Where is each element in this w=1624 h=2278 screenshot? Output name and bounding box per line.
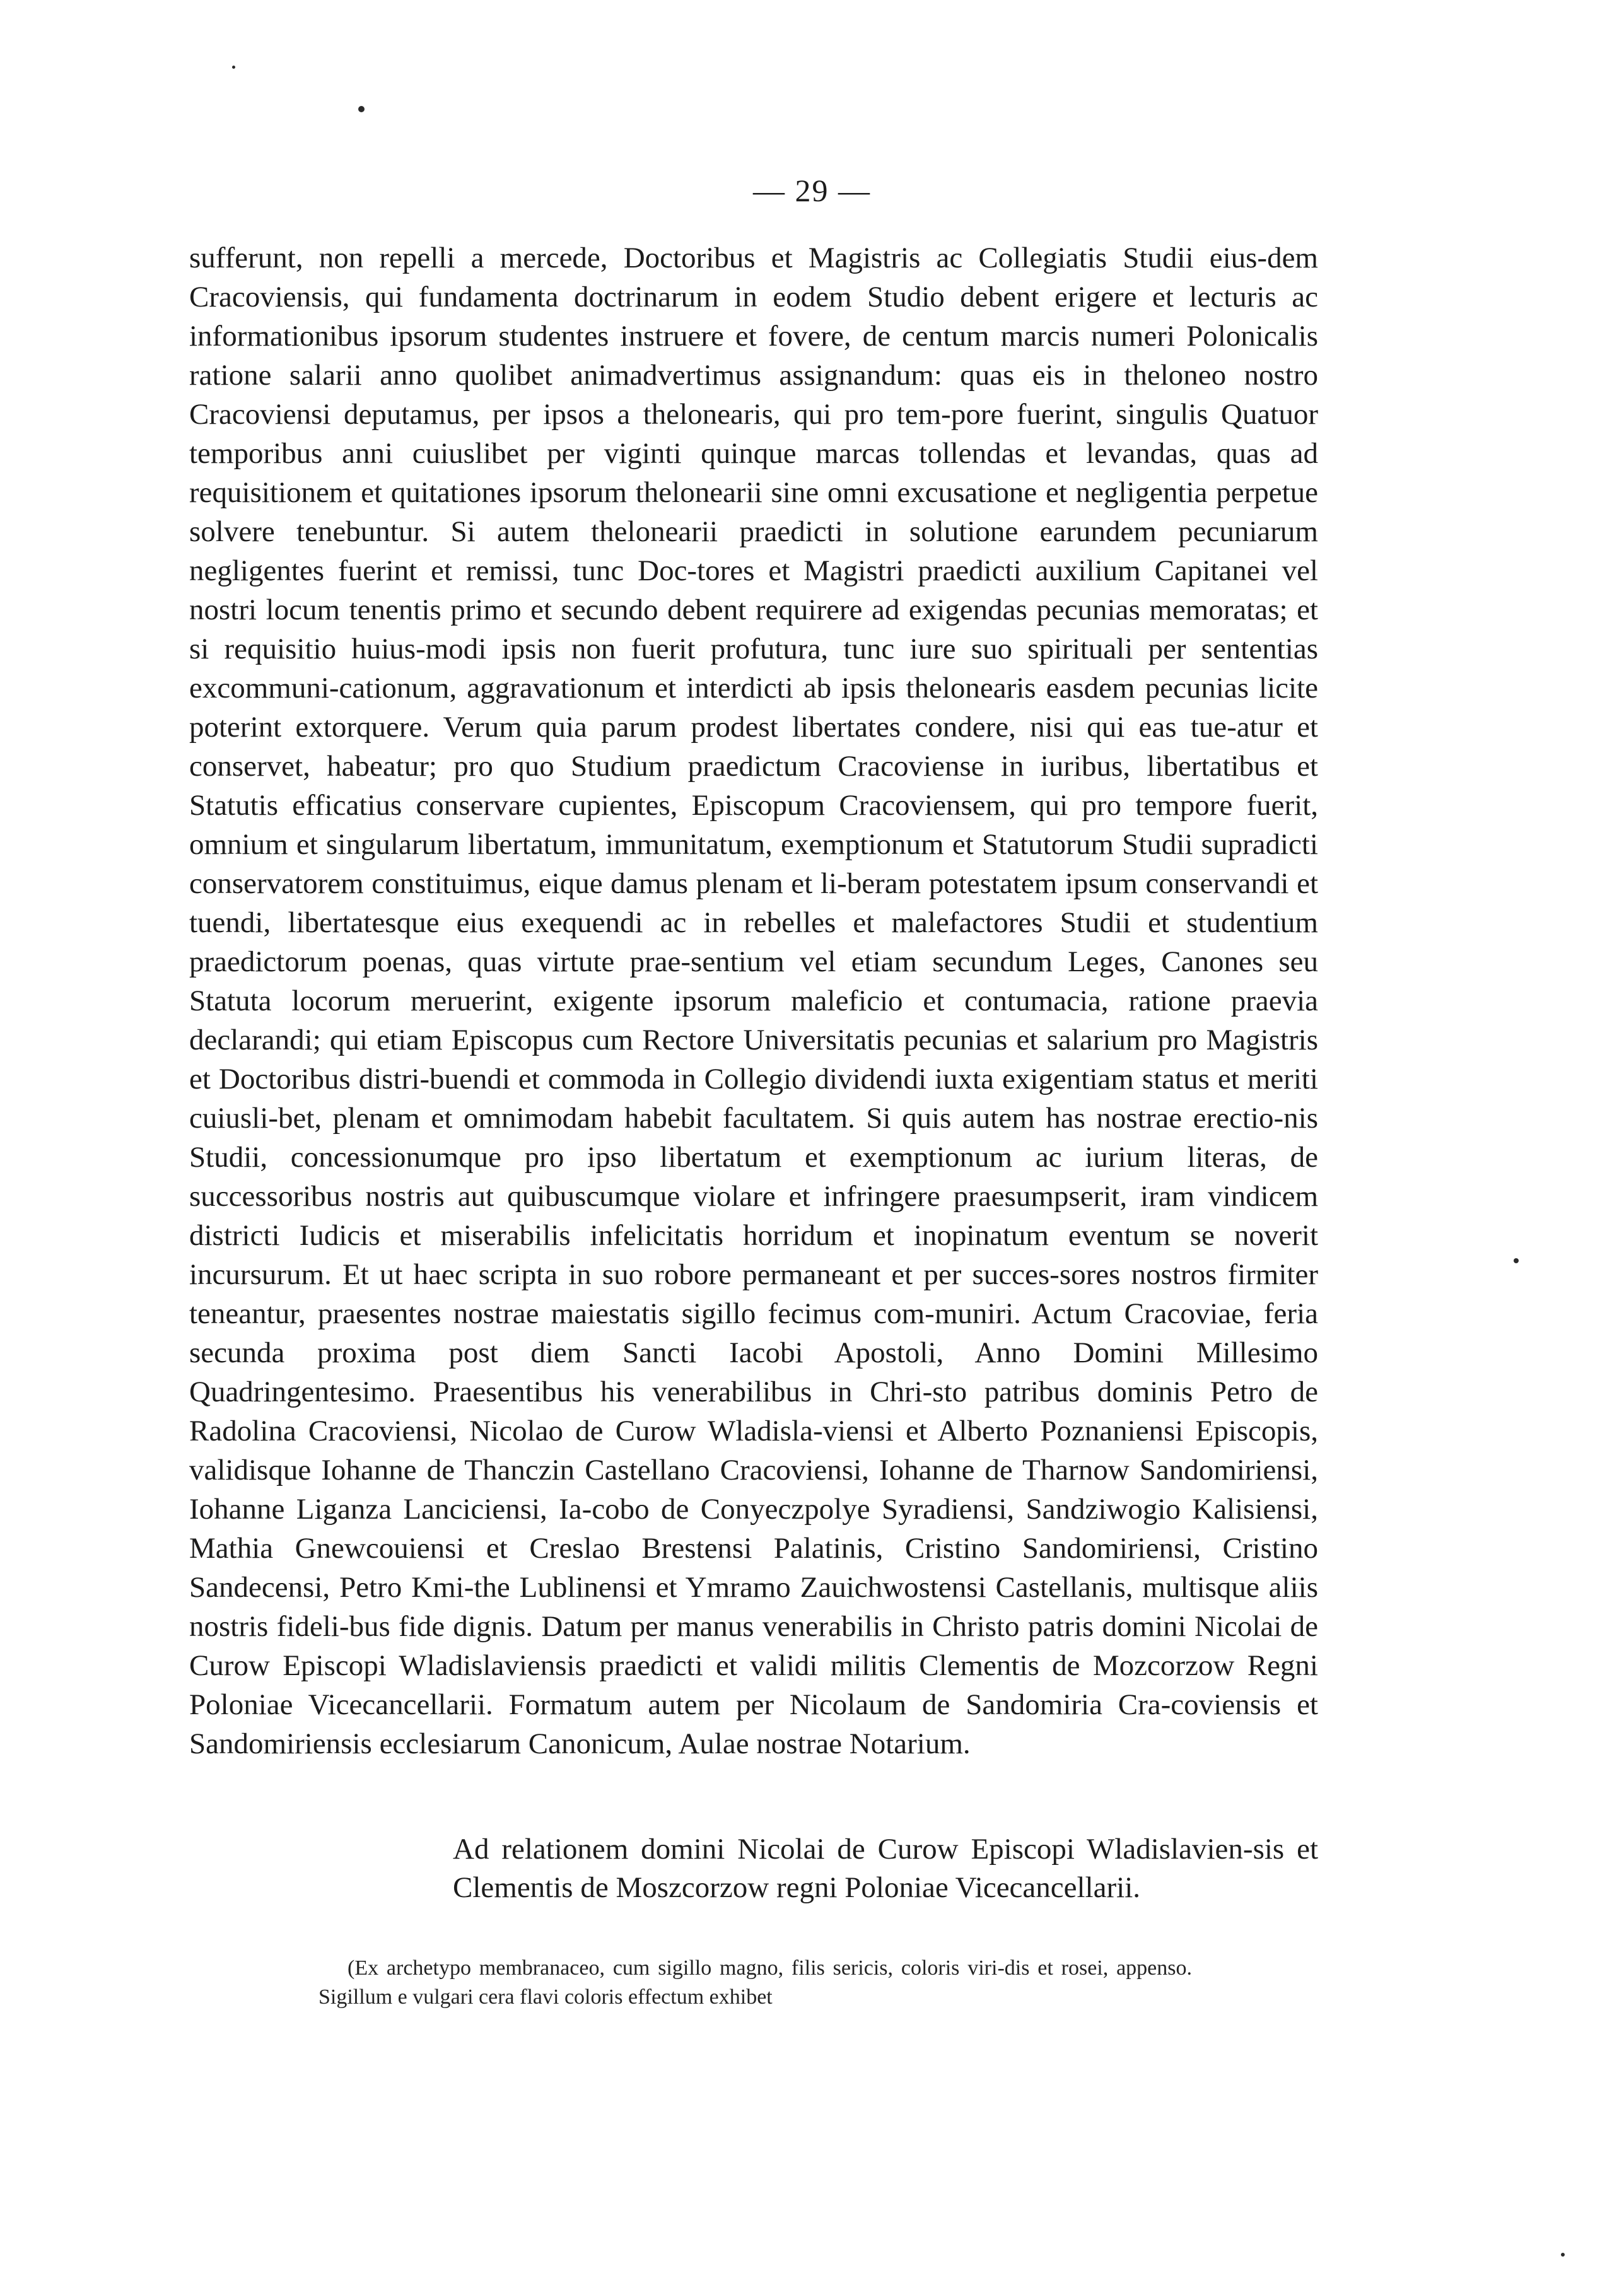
closing-note: Ad relationem domini Nicolai de Curow Episcopi Wladislavien-sis et Clementis de Moszcorzow regni Poloniae Vicecancellarii. [453,1833,1318,1904]
footnote: (Ex archetypo membranaceo, cum sigillo magno, filis sericis, coloris viri-dis et rosei, appenso. Sigillum e vulgari cera flavi coloris effectum exhibet [318,1956,1192,2009]
speck-mark [358,106,365,112]
page-number: — 29 — [753,173,871,208]
speck-mark [232,66,235,69]
body-text: sufferunt, non repelli a mercede, Doctoribus et Magistris ac Collegiatis Studii eius-dem Cracoviensis, qui fundamenta doctrinarum in eodem Studio debent erigere et lecturis ac informationibus ipsorum studentes instruere et fovere, de centum marcis numeri Polonicalis ratione salarii anno quolibet animadvertimus assignandum: quas eis in theloneo nostro Cracoviensi deputamus, per ipsos a thelonearis, qui pro tem-pore fuerint, singulis Quatuor temporibus anni cuiuslibet per viginti quinque marcas tollendas et levandas, quas ad requisitionem et quitationes ipsorum thelonearii sine omni excusatione et negligentia perpetue solvere tenebuntur. Si autem thelonearii praedicti in solutione earundem pecuniarum negligentes fuerint et remissi, tunc Doc-tores et Magistri praedicti auxilium Capitanei vel nostri locum tenentis primo et secundo debent requirere ad exigendas pecunias memoratas; et si requisitio huius-modi ipsis non fuerit profutura, tunc iure suo spirituali per sententias excommuni-cationum, aggravationum et interdicti ab ipsis thelonearis easdem pecunias licite poterint extorquere. Verum quia parum prodest libertates condere, nisi qui eas tue-atur et conservet, habeatur; pro quo Studium praedictum Cracoviense in iuribus, libertatibus et Statutis efficatius conservare cupientes, Episcopum Cracoviensem, qui pro tempore fuerit, omnium et singularum libertatum, immunitatum, exemptionum et Statutorum Studii supradicti conservatorem constituimus, eique damus plenam et li-beram potestatem ipsum conservandi et tuendi, libertatesque eius exequendi ac in rebelles et malefactores Studii et studentium praedictorum poenas, quas virtute prae-sentium vel etiam secundum Leges, Canones seu Statuta locorum meruerint, exigente ipsorum maleficio et contumacia, ratione praevia declarandi; qui etiam Episcopus cum Rectore Universitatis pecunias et salarium pro Magistris et Doctoribus distri-buendi et commoda in Collegio dividendi iuxta exigentiam status et meriti cuiusli-bet, plenam et omnimodam habebit facultatem. Si quis autem has nostrae erectio-nis Studii, concessionumque pro ipso libertatum et exemptionum ac iurium literas, de successoribus nostris aut quibuscumque violare et infringere praesumpserit, iram vindicem districti Iudicis et miserabilis infelicitatis horridum et inopinatum eventum se noverit incursurum. Et ut haec scripta in suo robore permaneant et per succes-sores nostros firmiter teneantur, praesentes nostrae maiestatis sigillo fecimus com-muniri. Actum Cracoviae, feria secunda proxima post diem Sancti Iacobi Apostoli, Anno Domini Millesimo Quadringentesimo. Praesentibus his venerabilibus in Chri-sto patribus dominis Petro de Radolina Cracoviensi, Nicolao de Curow Wladisla-viensi et Alberto Poznaniensi Episcopis, validisque Iohanne de Thanczin Castellano Cracoviensi, Iohanne de Tharnow Sandomiriensi, Iohanne Liganza Lanciciensi, Ia-cobo de Conyeczpolye Syradiensi, Sandziwogio Kalisiensi, Mathia Gnewcouiensi et Creslao Brestensi Palatinis, Cristino Sandomiriensi, Cristino Sandecensi, Petro Kmi-the Lublinensi et Ymramo Zauichwostensi Castellanis, multisque aliis nostris fideli-bus fide dignis. Datum per manus venerabilis in Christo patris domini Nicolai de Curow Episcopi Wladislaviensis praedicti et validi militis Clementis de Mozcorzow Regni Poloniae Vicecancellarii. Formatum autem per Nicolaum de Sandomiria Cra-coviensis et Sandomiriensis ecclesiarum Canonicum, Aulae nostrae Notarium. [189,242,1318,1760]
speck-mark [1514,1258,1519,1263]
speck-mark [1561,2253,1565,2257]
